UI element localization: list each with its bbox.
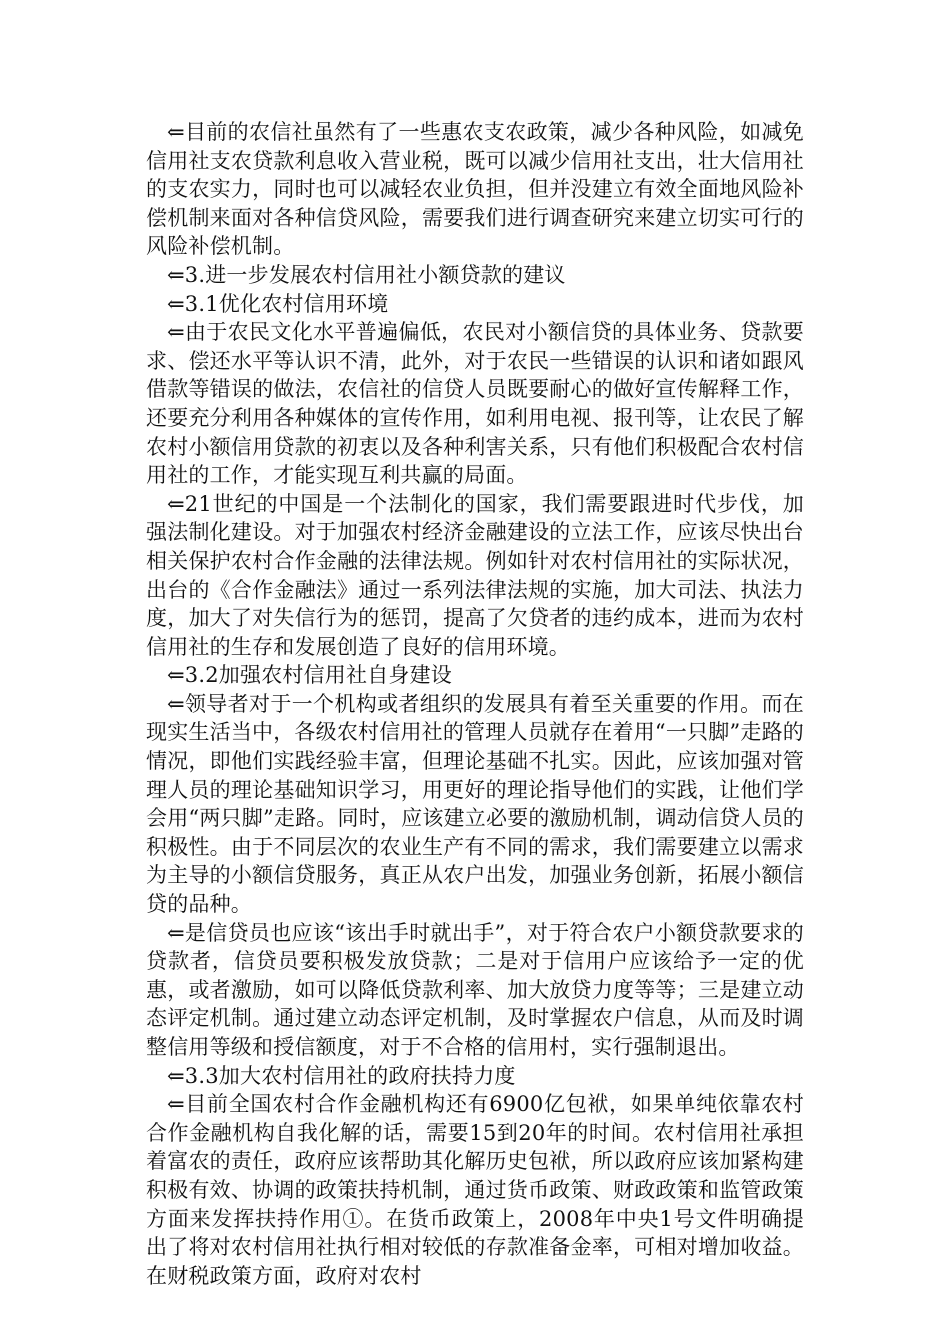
paragraph-credit-environment: ⇐由于农民文化水平普遍偏低，农民对小额信贷的具体业务、贷款要求、偿还水平等认识不清，此外，对于农民一些错误的认识和诸如跟风借款等错误的做法，农信社的信贷人员既要耐心的做好宣传解释工作，还要充分利用各种媒体的宣传作用，如利用电视、报刊等，让农民了解农村小额信用贷款的初衷以及各种利害关系，只有他们积极配合农村信用社的工作，才能实现互利共赢的局面。: [146, 320, 804, 488]
section-heading-3: ⇐3.进一步发展农村信用社小额贷款的建议: [167, 262, 566, 287]
section-heading-3-2: ⇐3.2加强农村信用社自身建设: [167, 663, 452, 688]
section-heading-3-3: ⇐3.3加大农村信用社的政府扶持力度: [167, 1063, 516, 1088]
paragraph-risk-compensation: ⇐目前的农信社虽然有了一些惠农支农政策，减少各种风险，如减免信用社支农贷款利息收入营业税，既可以减少信用社支出，壮大信用社的支农实力，同时也可以减轻农业负担，但并没建立有效全面地风险补偿机制来面对各种信贷风险，需要我们进行调查研究来建立切实可行的风险补偿机制。: [146, 120, 804, 259]
paragraph-legal-construction: ⇐21世纪的中国是一个法制化的国家，我们需要跟进时代步伐，加强法制化建设。对于加强农村经济金融建设的立法工作，应该尽快出台相关保护农村合作金融的法律法规。例如针对农村信用社的实际状况，出台的《合作金融法》通过一系列法律法规的实施，加大司法、执法力度，加大了对失信行为的惩罚，提高了欠贷者的违约成本，进而为农村信用社的生存和发展创造了良好的信用环境。: [146, 491, 804, 659]
paragraph-leadership: ⇐领导者对于一个机构或者组织的发展具有着至关重要的作用。而在现实生活当中，各级农村信用社的管理人员就存在着用“一只脚”走路的情况，即他们实践经验丰富，但理论基础不扎实。因此，应该加强对管理人员的理论基础知识学习，用更好的理论指导他们的实践，让他们学会用“两只脚”走路。同时，应该建立必要的激励机制，调动信贷人员的积极性。由于不同层次的农业生产有不同的需求，我们需要建立以需求为主导的小额信贷服务，真正从农户出发，加强业务创新，拓展小额信贷的品种。: [146, 691, 804, 917]
paragraph-loan-officers: ⇐是信贷员也应该“该出手时就出手”，对于符合农户小额贷款要求的贷款者，信贷员要积极发放贷款；二是对于信用户应该给予一定的优惠，或者激励，如可以降低贷款利率、加大放贷力度等等；三是建立动态评定机制。通过建立动态评定机制，及时掌握农户信息，从而及时调整信用等级和授信额度，对于不合格的信用村，实行强制退出。: [146, 920, 804, 1059]
paragraph-government-support: ⇐目前全国农村合作金融机构还有6900亿包袱，如果单纯依靠农村合作金融机构自我化解的话，需要15到20年的时间。农村信用社承担着富农的责任，政府应该帮助其化解历史包袱，所以政府应该加紧构建积极有效、协调的政策扶持机制，通过货币政策、财政政策和监管政策方面来发挥扶持作用①。在货币政策上，2008年中央1号文件明确提出了将对农村信用社执行相对较低的存款准备金率，可相对增加收益。在财税政策方面，政府对农村: [146, 1092, 804, 1288]
section-heading-3-1: ⇐3.1优化农村信用环境: [167, 291, 389, 316]
document-body: [146, 118, 804, 1290]
